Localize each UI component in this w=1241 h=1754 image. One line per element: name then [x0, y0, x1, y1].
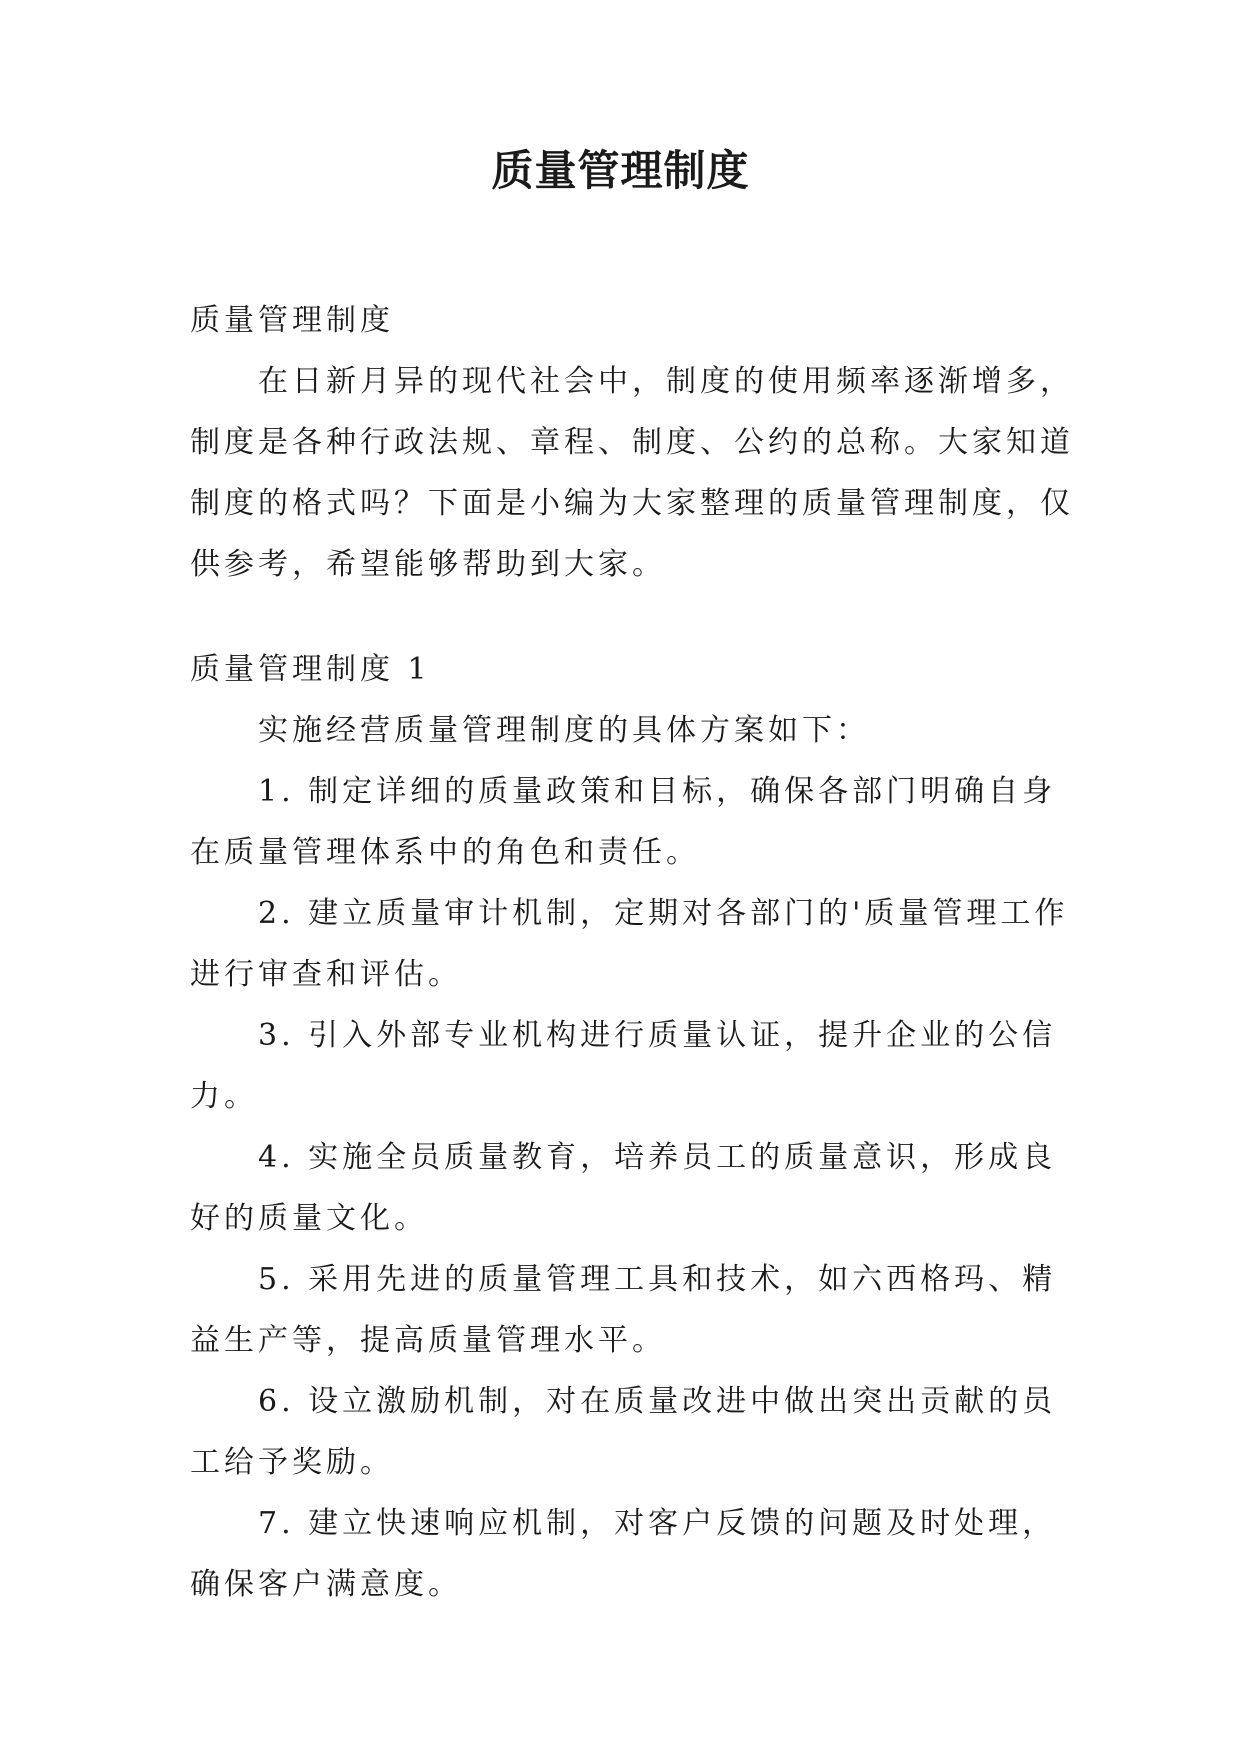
list-item-3-cont: 力。 — [190, 1079, 258, 1114]
list-item-2: 2. 建立质量审计机制，定期对各部门的'质量管理工作 — [258, 896, 1069, 931]
list-item-4-cont: 好的质量文化。 — [190, 1201, 428, 1236]
list-item-4: 4. 实施全员质量教育，培养员工的质量意识，形成良 — [258, 1140, 1057, 1175]
list-item-7: 7. 建立快速响应机制，对客户反馈的问题及时处理， — [258, 1506, 1057, 1541]
section-lead: 实施经营质量管理制度的具体方案如下： — [258, 713, 870, 748]
list-item-6: 6. 设立激励机制，对在质量改进中做出突出贡献的员 — [258, 1384, 1057, 1419]
intro-line: 制度是各种行政法规、章程、制度、公约的总称。大家知道 — [190, 425, 1074, 460]
section-heading: 质量管理制度 1 — [190, 652, 431, 687]
list-item-5-cont: 益生产等，提高质量管理水平。 — [190, 1323, 666, 1358]
document-body — [190, 290, 1074, 1615]
intro-line: 制度的格式吗？下面是小编为大家整理的质量管理制度，仅 — [190, 486, 1074, 521]
list-item-5: 5. 采用先进的质量管理工具和技术，如六西格玛、精 — [258, 1262, 1057, 1297]
list-item-1: 1. 制定详细的质量政策和目标，确保各部门明确自身 — [258, 774, 1057, 809]
document-title: 质量管理制度 — [491, 146, 750, 195]
intro-line: 供参考，希望能够帮助到大家。 — [190, 547, 666, 582]
list-item-2-cont: 进行审查和评估。 — [190, 957, 462, 992]
list-item-3: 3. 引入外部专业机构进行质量认证，提升企业的公信 — [258, 1018, 1057, 1053]
list-item-1-cont: 在质量管理体系中的角色和责任。 — [190, 835, 700, 870]
section-spacer — [190, 595, 1070, 639]
list-item-6-cont: 工给予奖励。 — [190, 1445, 394, 1480]
intro-heading: 质量管理制度 — [190, 303, 394, 338]
intro-line: 在日新月异的现代社会中，制度的使用频率逐渐增多， — [258, 364, 1074, 399]
list-item-7-cont: 确保客户满意度。 — [190, 1567, 462, 1602]
